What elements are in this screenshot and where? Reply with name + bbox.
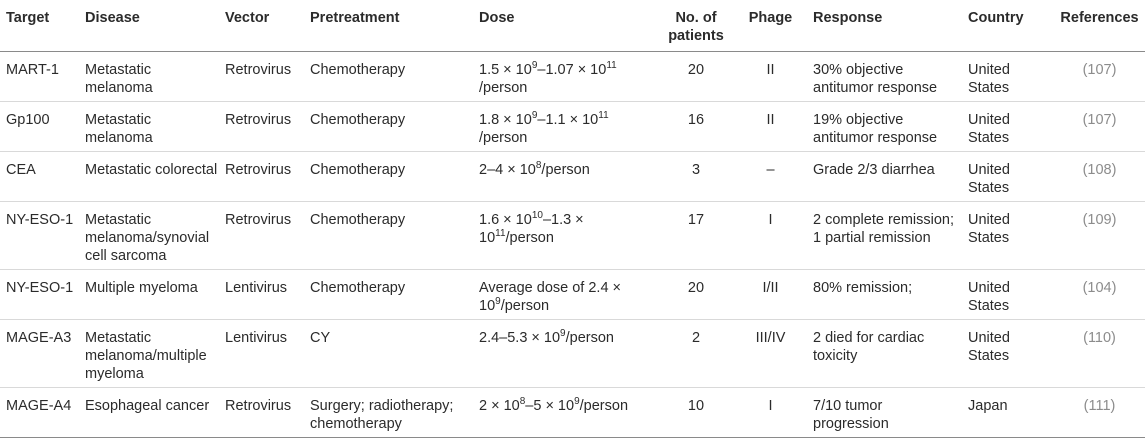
cell-patients: 16 [658, 102, 742, 152]
dose-a: 1.8 × 10 [479, 112, 532, 128]
cell-disease: Esophageal cancer [79, 388, 219, 438]
header-vector: Vector [219, 0, 304, 52]
cell-dose [473, 388, 658, 438]
cell-country: United States [962, 102, 1054, 152]
dose-c: /person [479, 80, 528, 96]
dose-b: /person [541, 162, 590, 178]
cell-disease: Metastatic melanoma/multiple myeloma [79, 320, 219, 388]
cell-disease: Metastatic colorectal [79, 152, 219, 202]
cell-vector: Lentivirus [219, 270, 304, 320]
dose-b: –5 × 10 [525, 398, 575, 414]
table-body [0, 52, 1145, 438]
cell-patients: 2 [658, 320, 742, 388]
cell-response: 19% objective antitumor response [807, 102, 962, 152]
cell-target: MAGE-A4 [0, 388, 79, 438]
dose-b: /person [565, 330, 614, 346]
cell-patients: 20 [658, 270, 742, 320]
cell-pretreatment: Chemotherapy [304, 270, 473, 320]
cell-dose [473, 102, 658, 152]
dose-a-exponent: 8 [519, 396, 526, 408]
header-country: Country [962, 0, 1054, 52]
cell-patients: 20 [658, 52, 742, 102]
header-pretreatment: Pretreatment [304, 0, 473, 52]
cell-country: United States [962, 320, 1054, 388]
dose-c: /person [505, 230, 554, 246]
dose-a-exponent: 9 [560, 328, 566, 340]
cell-response: 30% objective antitumor response [807, 52, 962, 102]
dose-a-exponent: 10 [531, 210, 543, 222]
table-header [0, 0, 1145, 52]
dose-a: Average dose of 2.4 × 10 [479, 280, 622, 314]
dose-b: –1.1 × 10 [537, 112, 599, 128]
dose-b-exponent: 11 [495, 228, 506, 240]
cell-vector: Retrovirus [219, 52, 304, 102]
dose-b-exponent: 11 [598, 110, 609, 122]
dose-a: 1.5 × 10 [479, 62, 532, 78]
cell-pretreatment: CY [304, 320, 473, 388]
cell-patients: 10 [658, 388, 742, 438]
cell-target: NY-ESO-1 [0, 202, 79, 270]
cell-vector: Retrovirus [219, 388, 304, 438]
cell-response: 7/10 tumor progression [807, 388, 962, 438]
header-references: References [1054, 0, 1145, 52]
dose-a: 2 × 10 [479, 398, 520, 414]
header-response: Response [807, 0, 962, 52]
dose-c: /person [579, 398, 629, 414]
cell-reference-link[interactable]: (108) [1054, 152, 1145, 202]
table-row [0, 202, 1145, 270]
cell-phage: II [742, 102, 807, 152]
cell-country: United States [962, 52, 1054, 102]
dose-a-exponent: 8 [535, 160, 542, 172]
cell-country: United States [962, 152, 1054, 202]
cell-phage: I [742, 388, 807, 438]
table-row [0, 320, 1145, 388]
cell-pretreatment: Chemotherapy [304, 152, 473, 202]
header-disease: Disease [79, 0, 219, 52]
cell-disease: Metastatic melanoma [79, 102, 219, 152]
cell-country: United States [962, 202, 1054, 270]
cell-patients: 17 [658, 202, 742, 270]
cell-vector: Retrovirus [219, 102, 304, 152]
cell-dose [473, 52, 658, 102]
cell-target: MART-1 [0, 52, 79, 102]
cell-dose [473, 152, 658, 202]
dose-a-exponent: 9 [495, 296, 501, 308]
cell-reference-link[interactable]: (110) [1054, 320, 1145, 388]
cell-disease: Metastatic melanoma [79, 52, 219, 102]
cell-dose [473, 202, 658, 270]
cell-patients: 3 [658, 152, 742, 202]
cell-pretreatment: Chemotherapy [304, 52, 473, 102]
cell-dose [473, 320, 658, 388]
dose-a: 1.6 × 10 [479, 212, 532, 228]
cell-response: Grade 2/3 diarrhea [807, 152, 962, 202]
table-row [0, 270, 1145, 320]
cell-target: NY-ESO-1 [0, 270, 79, 320]
dose-a: 2.4–5.3 × 10 [479, 330, 561, 346]
header-row [0, 0, 1145, 52]
cell-phage: II [742, 52, 807, 102]
cell-disease: Multiple myeloma [79, 270, 219, 320]
header-phage: Phage [742, 0, 807, 52]
cell-target: MAGE-A3 [0, 320, 79, 388]
table-row [0, 52, 1145, 102]
dose-b: –1.3 × 10 [479, 212, 584, 246]
cell-phage: – [742, 152, 807, 202]
cell-reference-link[interactable]: (107) [1054, 102, 1145, 152]
cell-reference-link[interactable]: (104) [1054, 270, 1145, 320]
table-row [0, 388, 1145, 438]
cell-disease: Metastatic melanoma/synovial cell sarcoma [79, 202, 219, 270]
dose-b: –1.07 × 10 [537, 62, 607, 78]
cell-pretreatment: Chemotherapy [304, 102, 473, 152]
header-patients: No. of patients [658, 0, 742, 52]
cell-target: Gp100 [0, 102, 79, 152]
cell-dose [473, 270, 658, 320]
cell-phage: III/IV [742, 320, 807, 388]
cell-reference-link[interactable]: (109) [1054, 202, 1145, 270]
dose-c: /person [479, 130, 528, 146]
cell-phage: I [742, 202, 807, 270]
cell-response: 2 died for cardiac toxicity [807, 320, 962, 388]
cell-vector: Lentivirus [219, 320, 304, 388]
cell-reference-link[interactable]: (111) [1054, 388, 1145, 438]
dose-a: 2–4 × 10 [479, 162, 536, 178]
header-dose: Dose [473, 0, 658, 52]
dose-b: /person [500, 298, 550, 314]
dose-b-exponent: 9 [574, 396, 580, 408]
cell-vector: Retrovirus [219, 152, 304, 202]
dose-b-exponent: 11 [606, 60, 617, 72]
header-target: Target [0, 0, 79, 52]
cell-target: CEA [0, 152, 79, 202]
table-row [0, 152, 1145, 202]
cell-pretreatment: Chemotherapy [304, 202, 473, 270]
table-row [0, 102, 1145, 152]
cell-country: United States [962, 270, 1054, 320]
cell-country: Japan [962, 388, 1054, 438]
cell-response: 80% remission; [807, 270, 962, 320]
cell-phage: I/II [742, 270, 807, 320]
dose-a-exponent: 9 [531, 60, 538, 72]
cell-response: 2 complete remission; 1 partial remission [807, 202, 962, 270]
cell-vector: Retrovirus [219, 202, 304, 270]
cell-pretreatment: Surgery; radiotherapy; chemotherapy [304, 388, 473, 438]
dose-a-exponent: 9 [531, 110, 538, 122]
cell-reference-link[interactable]: (107) [1054, 52, 1145, 102]
